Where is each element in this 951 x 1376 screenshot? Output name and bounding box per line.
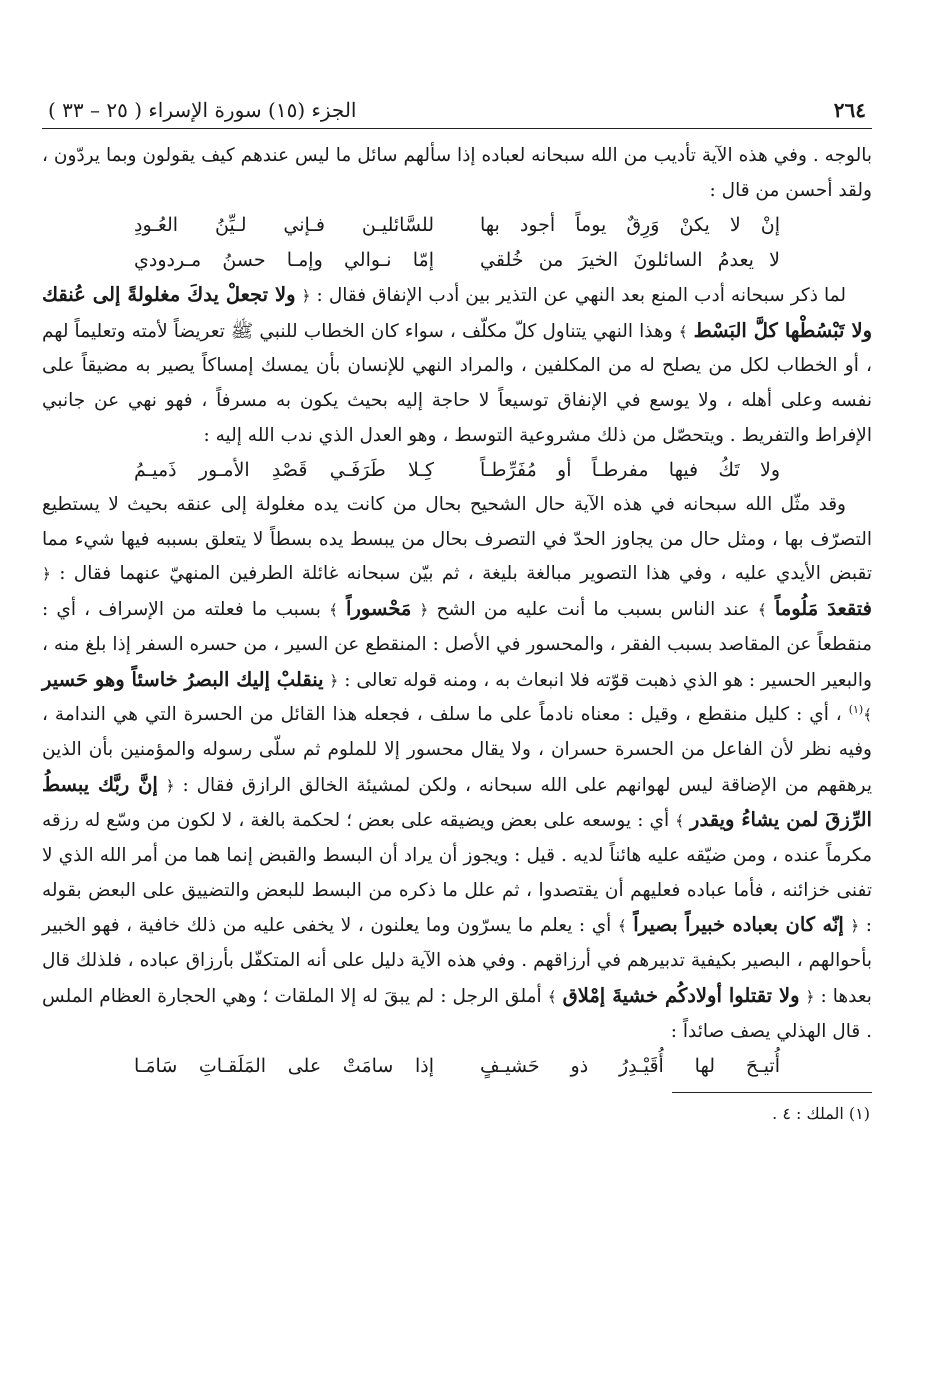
poem-hemistich-left: إمّا نـوالي وإمـا حسنُ مـردودي [134, 249, 434, 272]
poem-line [42, 453, 872, 488]
quran-bracket-close: ﴾ [547, 987, 557, 1006]
paragraph-text: أي : يعلم ما يسرّون وما يعلنون ، لا يخفى عليه من ذلك خافية ، فهو الخبير بأحوالهم ، البصير بكيفية تدبيرهم في أرزاقهم . وفي هذه الآية دليل على أنه المتكفّل بأرزاق عباده ، فلذلك قال بعدها : [42, 915, 872, 1007]
quran-quote: فتقعدَ مَلُوماً [774, 597, 872, 621]
paragraph-text: أي : يوسعه على بعض ويضيقه على بعض ؛ لحكمة بالغة ، لا لكون من وسّع له رزقه مكرماً عنده ، ومن ضيّقه عليه هائناً لديه . قيل : ويجوز أن يراد أن البسط والقبض إنما هما من أمر الله الذي لا تفنى خزائنه ، فأما عباده فعليهم أن يقتصدوا ، ثم علل ما ذكره من البسط للبعض والتضييق على البعض بقوله : [42, 810, 872, 937]
paragraph-text: ، أي : كليل منقطع ، وقيل : معناه نادماً على ما سلف ، فجعله هذا القائل من الحسرة التي هي الندامة ، وفيه نظر لأن الفاعل من الحسرة حسران ، ولا يقال محسور إلا للملوم ثم سلّى رسوله والمؤمنين بأن الذين يرهقهم من الإضاقة ليس لهوانهم على الله سبحانه ، ولكن لمشيئة الخالق الرازق فقال : [42, 704, 872, 796]
quran-quote: ولا تقتلوا أولادكُم خشيةَ إمْلاق [562, 983, 800, 1007]
quran-bracket-open: ﴿ [805, 987, 815, 1006]
paragraph-text: بسبب ما فعلته من الإسراف ، أي : منقطعاً عن المقاصد بسبب الفقر ، والمحسور في الأصل : المنقطع عن السير ، من حسره السفر إذا بلغ منه ، والبعير الحسير : هو الذي ذهبت قوّته فلا انبعاث به ، ومنه قوله تعالى : [42, 599, 872, 691]
quran-bracket-close: ﴾ [617, 917, 627, 936]
quran-bracket-close: ﴾ [329, 601, 338, 620]
poem-hemistich-left: للسَّائليـن فـإني لـيِّنُ العُـودِ [134, 214, 434, 237]
quran-bracket-open: ﴿ [329, 671, 339, 690]
quran-bracket-open: ﴿ [850, 917, 860, 936]
poem-hemistich-right: لا يعدمُ السائلونَ الخيرَ من خُلقي [480, 249, 780, 272]
footnote: (١) الملك : ٤ . [772, 1103, 870, 1123]
paragraph [42, 278, 872, 454]
poem-line [42, 208, 872, 243]
paragraph-text: لما ذكر سبحانه أدب المنع بعد النهي عن التذير بين أدب الإنفاق فقال : [316, 284, 846, 306]
quran-quote: إنَّ ربَّك يبسطُ الرِّزقَ لمن يشاءُ ويقدر [42, 772, 872, 832]
running-header [42, 98, 872, 129]
body-text [42, 139, 872, 1129]
quran-quote: ينقلبْ إليك البصرُ خاسئاً وهو حَسير [42, 667, 324, 691]
poem-hemistich-right: ولا تَكُ فيها مفرطـاً أو مُفَرِّطـاً [480, 459, 780, 482]
paragraph [42, 139, 872, 208]
quran-quote: مَحْسوراً [346, 597, 412, 621]
quran-quote: إنّه كان بعباده خبيراً بصيراً [633, 913, 844, 937]
poem-line [42, 243, 872, 278]
poem-hemistich-left: كِـلا طَرَفَـي قَصْدِ الأمـور ذَميـمُ [134, 459, 434, 482]
footnote-divider [672, 1092, 872, 1093]
paragraph [42, 488, 872, 1049]
quran-bracket-open: ﴿ [419, 601, 429, 620]
poem-hemistich-right: أُتيـحَ لها أُقَيْـدِرُ ذو حَشيـفٍ [480, 1055, 780, 1078]
paragraph-text: وقد مثّل الله سبحانه في هذه الآية حال الشحيح بحال من كانت يده مغلولة إلى عنقه بحيث لا يستطيع التصرّف بها ، ومثل حال من يجاوز الحدّ في التصرف بحال من يبسط يده بسطاً لا يتعلق بسببه فيها شيء مما تقبض الأيدي عليه ، وفي هذا التصوير مبالغة بليغة ، ثم بيّن سبحانه غائلة الطرفين المنهيّ عنهما فقال : [42, 494, 872, 585]
page [42, 98, 872, 1129]
footnote-reference: (١) [848, 703, 864, 717]
quran-quote: ولا تجعلْ يدكَ مغلولةً إلى عُنقك ولا تَبْسُطْها كلَّ البَسْط [42, 282, 872, 342]
quran-bracket-close: ﴾ [757, 601, 767, 620]
paragraph-text: أملق الرجل : لم يبقَ له إلا الملقات ؛ وهي الحجارة العظام الملس . قال الهذلي يصف صائداً : [42, 985, 872, 1042]
quran-bracket-close: ﴾ [678, 322, 688, 341]
quran-bracket-open: ﴿ [42, 565, 51, 584]
paragraph-text: وهذا النهي يتناول كلّ مكلّف ، سواء كان الخطاب للنبي ﷺ تعريضاً لأمته وتعليماً لهم ، أو الخطاب لكل من يصلح له من المكلفين ، والمراد النهي للإنسان بأن يمسك إمساكاً يصير به مضيقاً على نفسه وعلى أهله ، ولا يوسع في الإنفاق توسيعاً لا حاجة إليه بحيث يكون به مسرفاً ، فهو نهي عن جانبي الإفراط والتفريط . ويتحصّل من ذلك مشروعية التوسط ، وهو العدل الذي ندب الله إليه : [42, 320, 872, 446]
quran-bracket-open: ﴿ [301, 286, 311, 305]
page-number: ٢٦٤ [833, 98, 866, 122]
poem-hemistich-right: إنْ لا يكنْ وَرِقٌ يوماً أجود بها [480, 214, 780, 237]
quran-bracket-close: ﴾ [675, 812, 684, 831]
paragraph-text: عند الناس بسبب ما أنت عليه من الشح [436, 599, 750, 621]
quran-bracket-open: ﴿ [165, 776, 175, 795]
poem-line [42, 1049, 872, 1084]
quran-bracket-close: ﴾ [863, 706, 872, 725]
running-title: الجزء (١٥) سورة الإسراء ( ٢٥ – ٣٣ ) [48, 98, 357, 122]
poem-hemistich-left: إذا سامَتْ على المَلَقـاتِ سَامَـا [134, 1055, 434, 1078]
paragraph-text: بالوجه . وفي هذه الآية تأديب من الله سبحانه لعباده إذا سألهم سائل ما ليس عندهم كيف يقولون وبما يردّون ، ولقد أحسن من قال : [42, 145, 872, 201]
